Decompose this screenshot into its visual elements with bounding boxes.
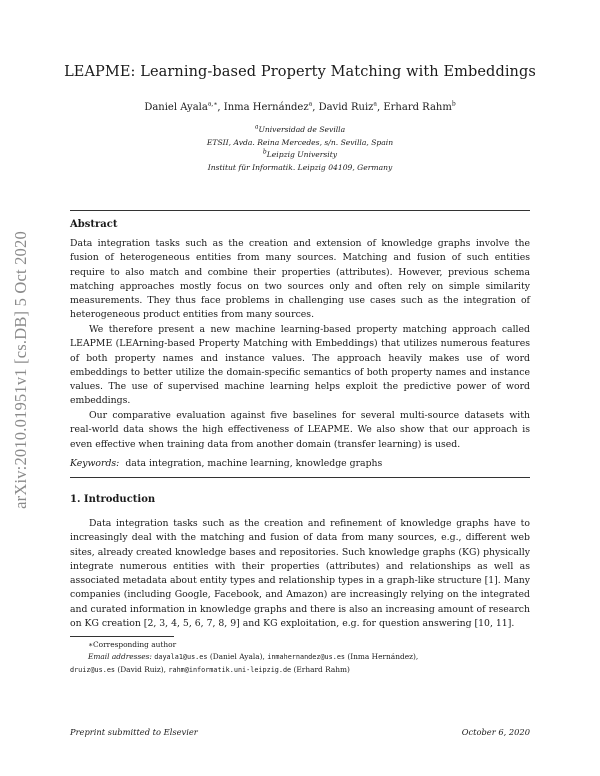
author-marks: b — [451, 100, 456, 108]
author-marks: a,∗ — [207, 100, 218, 108]
keywords-text: data integration, machine learning, knowledge graphs — [125, 458, 383, 469]
author-name: Erhard Rahm — [383, 102, 452, 113]
email-line-1: Email addresses: dayala1@us.es (Daniel Ayala), inmahernandez@us.es (Inma Hernández), — [88, 651, 419, 661]
author-marks: a — [308, 100, 313, 108]
keywords-label: Keywords: — [70, 458, 120, 469]
corresponding-author-note: ∗Corresponding author — [88, 640, 177, 649]
abstract-paragraph-2: We therefore present a new machine learning-based property matching approach called LEAPME (LEArning-based Property Matching with Embeddings) that utilizes numerous features of both property names and instance values. The approach heavily makes use of word embeddings to better utilize the domain-specific semantics of both property names and instance values. The use of supervised machine learning helps exploit the predictive power of word embeddings. — [70, 324, 530, 407]
author-list: Daniel Ayala$^{a,∗}$, Inma Hernández$^a$, David Ruiz$^a$, Erhard Rahm$^b$ — [144, 100, 456, 113]
affiliation-a-address: ETSII, Avda. Reina Mercedes, s/n. Sevilla, Spain — [206, 137, 394, 147]
footnotes — [70, 639, 540, 676]
author-name: Daniel Ayala — [144, 102, 208, 113]
email-line-2: druiz@us.es (David Ruiz), rahm@informatik.uni-leipzig.de (Erhard Rahm) — [70, 664, 350, 674]
email-label: Email addresses: — [88, 651, 152, 661]
abstract-paragraph-3: Our comparative evaluation against five baselines for several multi-source datasets with real-world data shows the high effectiveness of LEAPME. We also show that our approach is even effective when training data from another domain (transfer learning) is used. — [70, 410, 530, 450]
email-address[interactable]: rahm@informatik.uni-leipzig.de — [168, 665, 292, 674]
introduction-paragraph: Data integration tasks such as the creation and refinement of knowledge graphs have to increasingly deal with the matching and fusion of data from many sources, e.g., different web sites, already created knowledge bases and repositories. Such knowledge graphs (KG) physically integrate numerous entities with their properties (attributes) and relationships as well as associated metadata about entity types and relationship types in a graph-like structure [1]. Many companies (including Google, Facebook, and Amazon) are increasingly relying on the integrated and curated information in knowledge graphs and there is also an increasing amount of research on KG creation [2, 3, 4, 5, 6, 7, 8, 9] and KG exploitation, e.g. for question answering [10, 11]. — [70, 518, 530, 630]
email-address[interactable]: druiz@us.es — [70, 665, 116, 674]
email-address[interactable]: inmahernandez@us.es — [267, 652, 345, 661]
abstract-paragraph-1: Data integration tasks such as the creation and extension of knowledge graphs involve the fusion of heterogeneous entities from many sources. Matching and fusion of such entities require to also match and combine their properties (attributes). However, previous schema matching approaches mostly focus on two sources only and often rely on simple similarity measurements. They thus face problems in challenging use cases such as the integration of heterogeneous product entities from many sources. — [70, 238, 530, 321]
introduction-heading: 1. Introduction — [70, 494, 156, 505]
arxiv-side-stamp — [8, 210, 34, 530]
keywords-line — [70, 458, 382, 469]
affiliation-b-address: Institut für Informatik. Leipzig 04109, Germany — [207, 162, 393, 172]
author-name: David Ruiz — [318, 102, 374, 113]
abstract-top-rule — [70, 210, 530, 211]
email-address[interactable]: dayala1@us.es — [154, 652, 208, 661]
preprint-note: Preprint submitted to Elsevier — [70, 727, 198, 737]
affiliation-b-name: $^b$Leipzig University — [262, 148, 338, 159]
author-name: Inma Hernández — [223, 102, 309, 113]
paper-title: LEAPME: Learning-based Property Matching with Embeddings — [64, 64, 536, 80]
abstract-heading: Abstract — [70, 219, 118, 230]
affiliation-a-name: $^a$Universidad de Sevilla — [254, 123, 346, 134]
abstract-bottom-rule — [70, 477, 530, 478]
arxiv-identifier: arXiv:2010.01951v1 [cs.DB] 5 Oct 2020 — [11, 231, 30, 509]
author-marks: a — [373, 100, 377, 108]
footnote-rule — [70, 636, 174, 637]
preprint-date: October 6, 2020 — [461, 727, 530, 737]
